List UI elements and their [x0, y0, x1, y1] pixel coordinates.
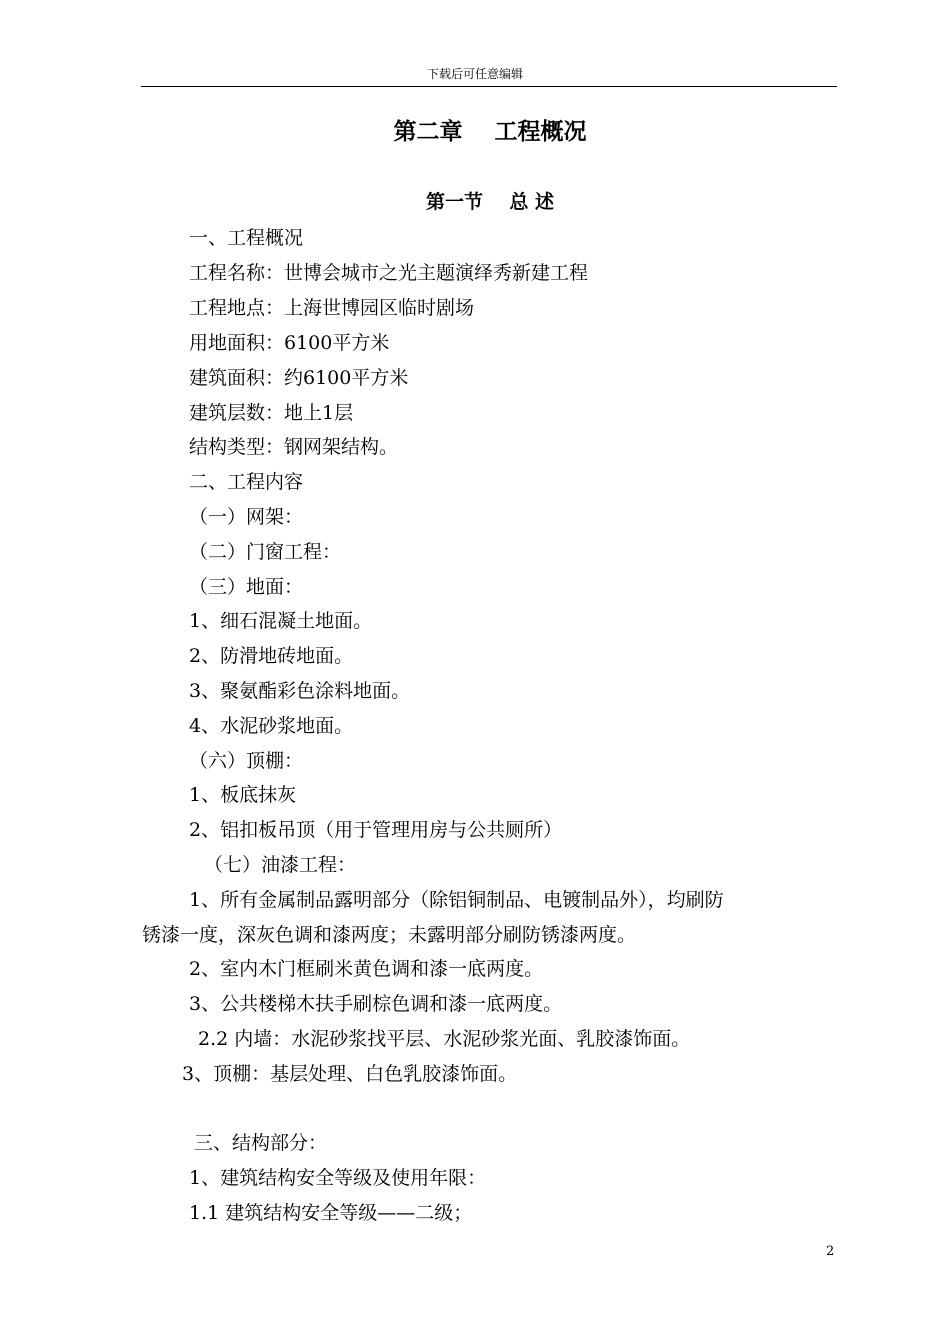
- body-line: 2、室内木门框刷米黄色调和漆一底两度。: [189, 958, 544, 980]
- body-line: 二、工程内容: [189, 471, 304, 493]
- body-line: 3、公共楼梯木扶手刷棕色调和漆一底两度。: [189, 993, 563, 1015]
- body-line: 结构类型：钢网架结构。: [189, 436, 399, 458]
- body-line: （七）油漆工程：: [204, 854, 357, 876]
- body-line: （三）地面：: [189, 576, 304, 598]
- body-line: 锈漆一度，深灰色调和漆两度；未露明部分刷防锈漆两度。: [142, 924, 637, 946]
- body-line: 工程名称：世博会城市之光主题演绎秀新建工程: [189, 262, 589, 284]
- body-line: 3、顶棚：基层处理、白色乳胶漆饰面。: [182, 1063, 518, 1085]
- body-line: 用地面积：6100平方米: [189, 332, 390, 354]
- body-line: 1、板底抹灰: [189, 784, 297, 806]
- body-line: 工程地点：上海世博园区临时剧场: [189, 297, 475, 319]
- body-line: 建筑面积：约6100平方米: [189, 367, 409, 389]
- body-line: （二）门窗工程：: [189, 541, 342, 563]
- body-line: 4、水泥砂浆地面。: [189, 715, 354, 737]
- header-rule: [141, 86, 837, 87]
- body-line: 1.1 建筑结构安全等级——二级；: [189, 1202, 473, 1224]
- body-line: 2.2 内墙：水泥砂浆找平层、水泥砂浆光面、乳胶漆饰面。: [198, 1028, 691, 1050]
- body-line: 3、聚氨酯彩色涂料地面。: [189, 680, 411, 702]
- body-line: 1、所有金属制品露明部分（除铝铜制品、电镀制品外），均刷防: [189, 889, 724, 911]
- section-title: 第一节 总 述: [425, 191, 555, 213]
- body-line: 2、防滑地砖地面。: [189, 645, 354, 667]
- body-line: 建筑层数：地上1层: [189, 402, 354, 424]
- body-line: （六）顶棚：: [189, 750, 304, 772]
- chapter-title: 第二章 工程概况: [393, 119, 587, 145]
- body-line: 2、铝扣板吊顶（用于管理用房与公共厕所）: [189, 819, 563, 841]
- body-line: 三、结构部分：: [194, 1132, 328, 1154]
- page-header: 下载后可任意编辑: [426, 67, 523, 81]
- body-line: 一、工程概况: [189, 227, 304, 249]
- body-line: 1、建筑结构安全等级及使用年限：: [189, 1167, 487, 1189]
- body-line: （一）网架：: [189, 506, 304, 528]
- page-number: 2: [826, 1244, 835, 1259]
- body-line: 1、细石混凝土地面。: [189, 610, 373, 632]
